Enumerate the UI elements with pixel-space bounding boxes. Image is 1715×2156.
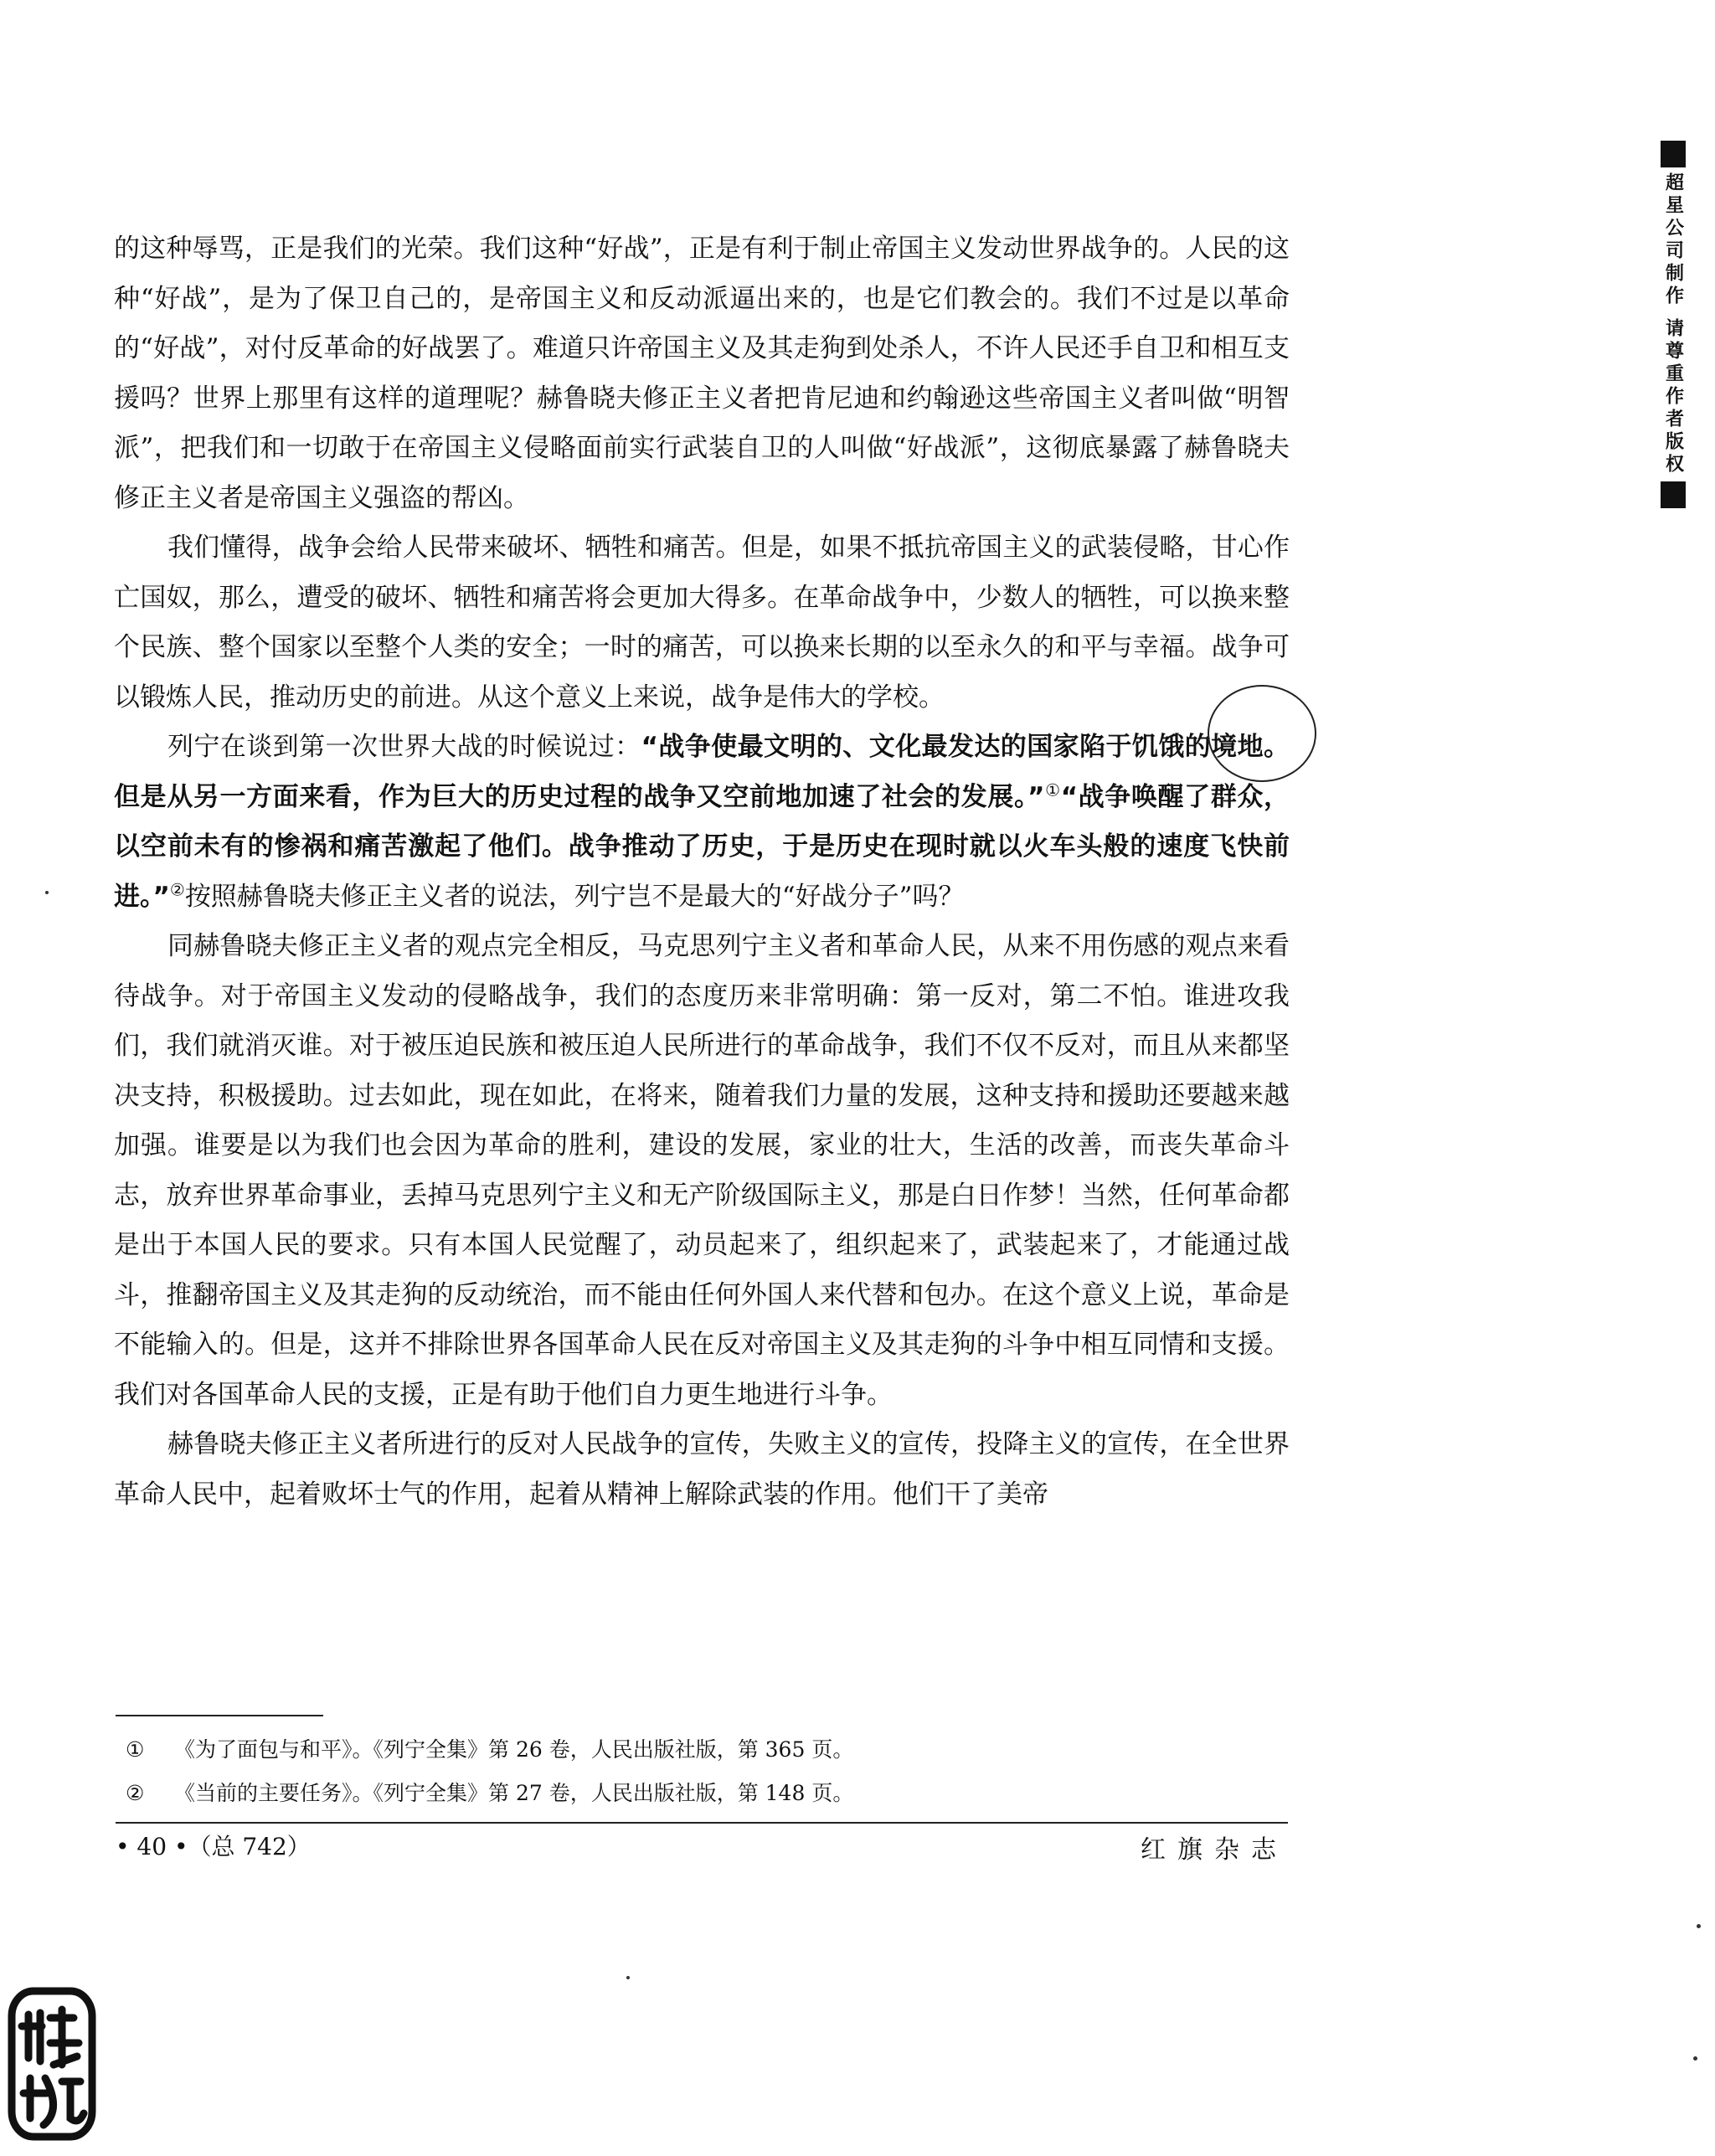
page-number: • 40 •（总 742） — [116, 1833, 311, 1860]
lenin-quote-1: “战争使最文明的、文化最发达的国家陷于饥饿的境地。但是从另一方面来看，作为巨大的历史过程的战争又空前地加速了社会的发展。” — [114, 732, 1290, 812]
handwritten-circle-mark — [1208, 685, 1316, 782]
footer-divider — [116, 1822, 1288, 1824]
footnote-divider — [116, 1715, 323, 1716]
footnote-text: 《当前的主要任务》。《列宁全集》第 27 卷，人民出版社版，第 148 页。 — [174, 1781, 854, 1805]
paragraph-3-tail: 按照赫鲁晓夫修正主义者的说法，列宁岂不是最大的“好战分子”吗？ — [184, 881, 965, 912]
stamp-bar-top — [1661, 141, 1686, 167]
lenin-quote-2: “战争唤醒了群众，以空前未有的惨祸和痛苦激起了他们。战争推动了历史，于是历史在现时就以火车头般的速度飞快前进。” — [114, 781, 1290, 912]
scan-speck — [1697, 1924, 1701, 1928]
scan-speck — [626, 1976, 630, 1979]
footnote-mark: ② — [126, 1781, 145, 1805]
library-seal-icon — [7, 1984, 99, 2143]
paragraph-1: 的这种辱骂，正是我们的光荣。我们这种“好战”，正是有利于制止帝国主义发动世界战争的。人民的这种“好战”，是为了保卫自己的，是帝国主义和反动派逼出来的，也是它们教会的。我们不过是以革命的“好战”，对付反革命的好战罢了。难道只许帝国主义及其走狗到处杀人，不许人民还手自卫和相互支援吗？世界上那里有这样的道理呢？赫鲁晓夫修正主义者把肯尼迪和约翰逊这些帝国主义者叫做“明智派”，把我们和一切敢于在帝国主义侵略面前实行武装自卫的人叫做“好战派”，这彻底暴露了赫鲁晓夫修正主义者是帝国主义强盗的帮凶。 — [114, 234, 1290, 513]
stamp-line-2: 请尊重作者版权 — [1662, 318, 1684, 476]
footnote-mark: ① — [126, 1737, 145, 1762]
paragraph-3 — [114, 723, 1290, 922]
footnote-ref-2[interactable]: ② — [169, 879, 185, 900]
paragraph-5: 赫鲁晓夫修正主义者所进行的反对人民战争的宣传，失败主义的宣传，投降主义的宣传，在全世界革命人民中，起着败坏士气的作用，起着从精神上解除武装的作用。他们干了美帝 — [114, 1429, 1290, 1510]
footnote-1 — [126, 1728, 1281, 1772]
article-body — [114, 224, 1290, 1520]
scan-speck — [45, 891, 49, 894]
magazine-name: 红旗杂志 — [1141, 1835, 1288, 1865]
footnote-ref-1[interactable]: ① — [1044, 780, 1061, 800]
lenin-intro: 列宁在谈到第一次世界大战的时候说过： — [167, 732, 641, 762]
footnotes — [126, 1728, 1281, 1815]
stamp-line-1: 超星公司制作 — [1662, 172, 1684, 308]
copyright-stamp — [1656, 141, 1690, 508]
footnote-2 — [126, 1772, 1281, 1815]
paragraph-2: 我们懂得，战争会给人民带来破坏、牺牲和痛苦。但是，如果不抵抗帝国主义的武装侵略，甘心作亡国奴，那么，遭受的破坏、牺牲和痛苦将会更加大得多。在革命战争中，少数人的牺牲，可以换来整个民族、整个国家以至整个人类的安全；一时的痛苦，可以换来长期的以至永久的和平与幸福。战争可以锻炼人民，推动历史的前进。从这个意义上来说，战争是伟大的学校。 — [114, 533, 1290, 713]
scan-speck — [1693, 2056, 1697, 2061]
stamp-bar-bottom — [1661, 481, 1686, 508]
paragraph-4: 同赫鲁晓夫修正主义者的观点完全相反，马克思列宁主义者和革命人民，从来不用伤感的观点来看待战争。对于帝国主义发动的侵略战争，我们的态度历来非常明确：第一反对，第二不怕。谁进攻我们，我们就消灭谁。对于被压迫民族和被压迫人民所进行的革命战争，我们不仅不反对，而且从来都坚决支持，积极援助。过去如此，现在如此，在将来，随着我们力量的发展，这种支持和援助还要越来越加强。谁要是以为我们也会因为革命的胜利，建设的发展，家业的壮大，生活的改善，而丧失革命斗志，放弃世界革命事业，丢掉马克思列宁主义和无产阶级国际主义，那是白日作梦！当然，任何革命都是出于本国人民的要求。只有本国人民觉醒了，动员起来了，组织起来了，武装起来了，才能通过战斗，推翻帝国主义及其走狗的反动统治，而不能由任何外国人来代替和包办。在这个意义上说，革命是不能输入的。但是，这并不排除世界各国革命人民在反对帝国主义及其走狗的斗争中相互同情和支援。我们对各国革命人民的支援，正是有助于他们自力更生地进行斗争。 — [114, 931, 1290, 1410]
footnote-text: 《为了面包与和平》。《列宁全集》第 26 卷，人民出版社版，第 365 页。 — [174, 1737, 854, 1762]
